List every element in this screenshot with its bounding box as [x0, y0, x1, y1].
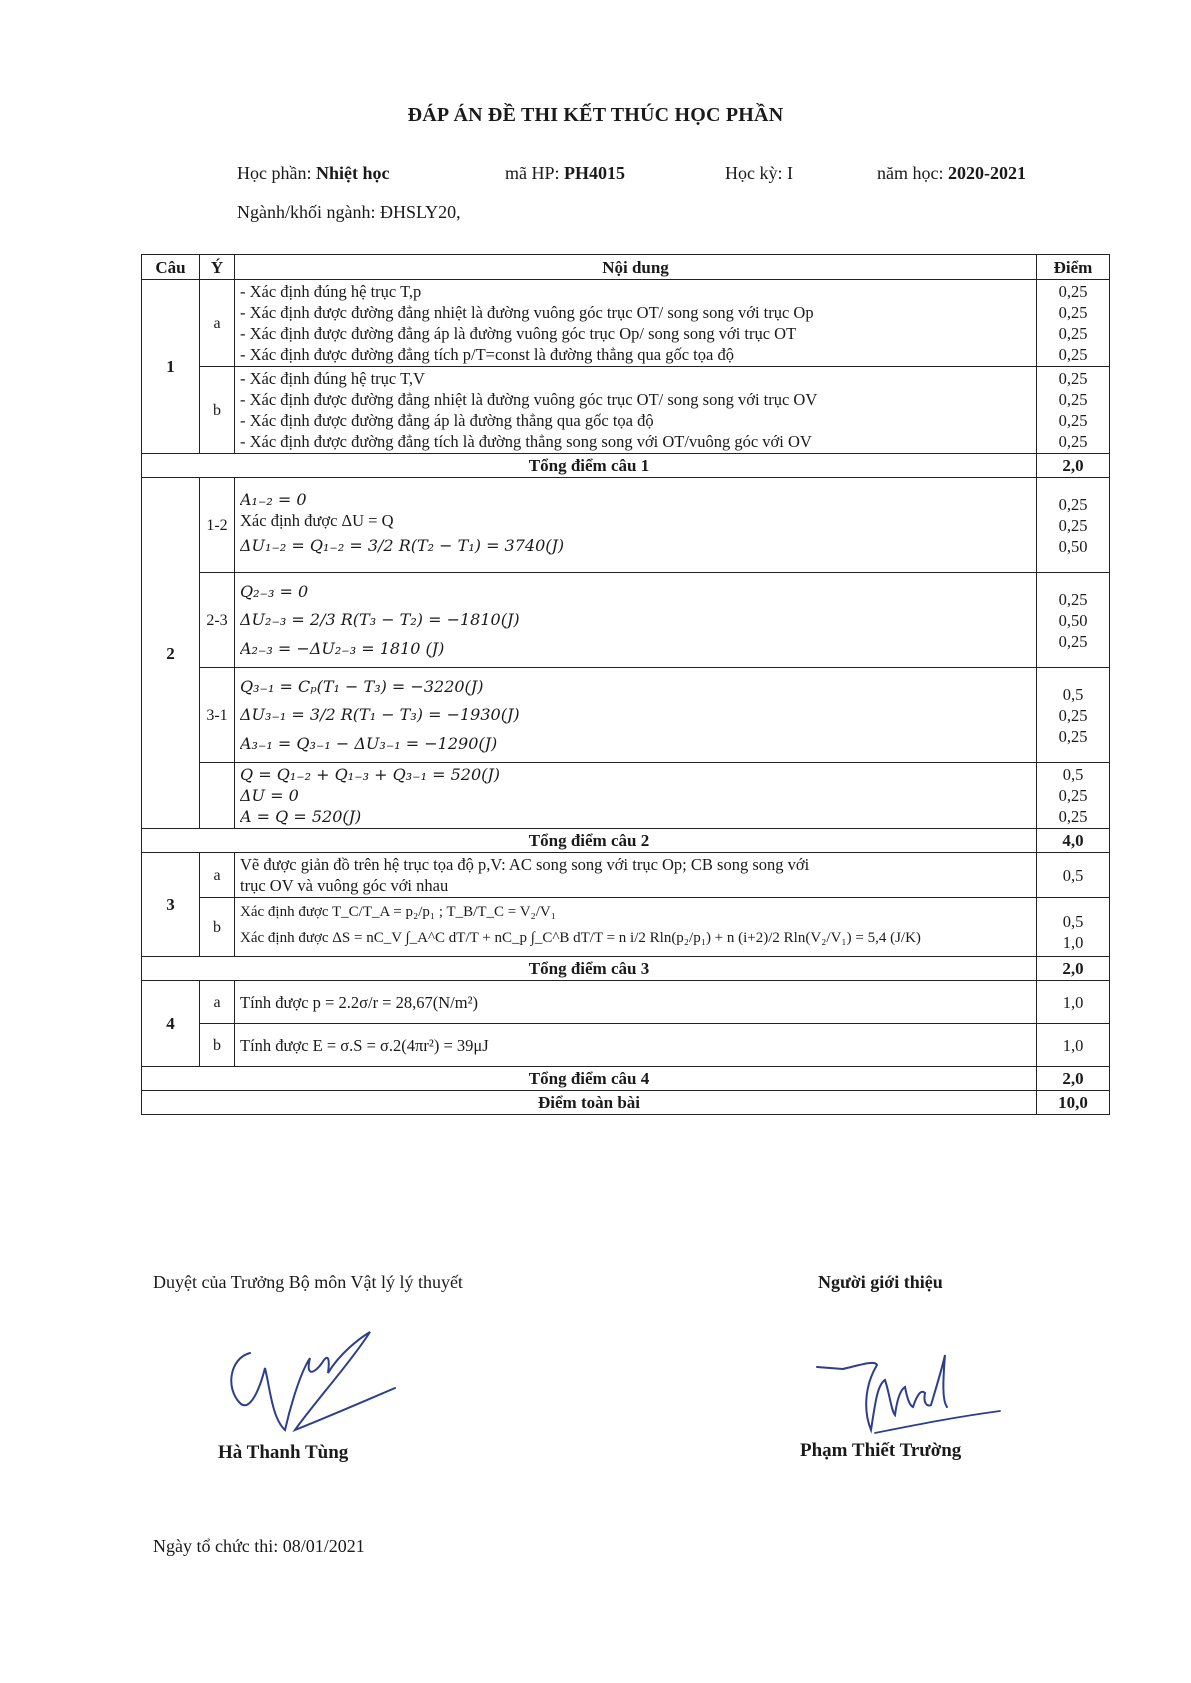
table-header-row — [142, 255, 1110, 280]
q3-total-row — [142, 957, 1110, 981]
q2-12-points: 0,25 0,25 0,50 — [1037, 478, 1110, 573]
q1b-points: 0,25 0,25 0,25 0,25 — [1037, 367, 1110, 454]
table-row — [142, 981, 1110, 1024]
q1-total: 2,0 — [1037, 454, 1110, 478]
right-signer-name: Phạm Thiết Trường — [800, 1440, 962, 1461]
q3b-content: Xác định được T_C/T_A = p₂/p₁ ; T_B/T_C = V₂/V₁ Xác định được ΔS = nC_V ∫_A^C dT/T + nC_p ∫_C^B dT/T = n i/2 Rln(p₂/p₁) + n (i+2)/2 Rln(V₂/V₁) = 5,4 (J/K) — [235, 898, 1037, 957]
left-signer-name: Hà Thanh Tùng — [218, 1442, 349, 1463]
q2-sum-content: Q = Q₁₋₂ + Q₁₋₃ + Q₃₋₁ = 520(J) ΔU = 0 A = Q = 520(J) — [235, 763, 1037, 829]
q4-total-row — [142, 1067, 1110, 1091]
table-row — [142, 1024, 1110, 1067]
table-row — [142, 367, 1110, 454]
q1-total-row — [142, 454, 1110, 478]
q3-total: 2,0 — [1037, 957, 1110, 981]
q3-number: 3 — [142, 853, 200, 957]
q2-31-content: Q₃₋₁ = Cₚ(T₁ − T₃) = −3220(J) ΔU₃₋₁ = 3/2 R(T₁ − T₃) = −1930(J) A₃₋₁ = Q₃₋₁ − ΔU₃₋₁ = −1290(J) — [235, 668, 1037, 763]
header-noidung: Nội dung — [235, 255, 1037, 280]
q2-23-content: Q₂₋₃ = 0 ΔU₂₋₃ = 2/3 R(T₃ − T₂) = −1810(J) A₂₋₃ = −ΔU₂₋₃ = 1810 (J) — [235, 573, 1037, 668]
course-code: mã HP: PH4015 — [505, 163, 626, 183]
q2-23-points: 0,25 0,50 0,25 — [1037, 573, 1110, 668]
q2-sum-label — [200, 763, 235, 829]
document-title: ĐÁP ÁN ĐỀ THI KẾT THÚC HỌC PHẦN — [407, 104, 784, 126]
q2-total-label: Tổng điểm câu 2 — [142, 829, 1037, 853]
table-row — [142, 478, 1110, 573]
q1a-content: - Xác định đúng hệ trục T,p - Xác định được đường đẳng nhiệt là đường vuông góc trục OT/ song song với trục Op - Xác định được đường đẳng áp là đường vuông góc trục Op/ song song với trục OT - Xác định được đường đẳng tích p/T=const là đường thẳng qua gốc tọa độ — [235, 280, 1037, 367]
q2-sum-points: 0,5 0,25 0,25 — [1037, 763, 1110, 829]
q2-23-label: 2-3 — [200, 573, 235, 668]
q1a-label: a — [200, 280, 235, 367]
q4a-label: a — [200, 981, 235, 1024]
q2-total: 4,0 — [1037, 829, 1110, 853]
q4a-points: 1,0 — [1037, 981, 1110, 1024]
q4b-points: 1,0 — [1037, 1024, 1110, 1067]
course-info-line — [237, 163, 389, 184]
q2-31-label: 3-1 — [200, 668, 235, 763]
q4b-content: Tính được E = σ.S = σ.2(4πr²) = 39μJ — [235, 1024, 1037, 1067]
table-row — [142, 280, 1110, 367]
q2-12-label: 1-2 — [200, 478, 235, 573]
left-signer-title: Duyệt của Trưởng Bộ môn Vật lý lý thuyết — [153, 1272, 463, 1292]
q2-number: 2 — [142, 478, 200, 829]
q2-12-content: A₁₋₂ = 0 Xác định được ΔU = Q ΔU₁₋₂ = Q₁₋₂ = 3/2 R(T₂ − T₁) = 3740(J) — [235, 478, 1037, 573]
q4a-content: Tính được p = 2.2σ/r = 28,67(N/m²) — [235, 981, 1037, 1024]
table-row — [142, 898, 1110, 957]
q1-total-label: Tổng điểm câu 1 — [142, 454, 1037, 478]
exam-date: Ngày tổ chức thi: 08/01/2021 — [153, 1536, 365, 1556]
table-row — [142, 573, 1110, 668]
grand-total-label: Điểm toàn bài — [142, 1091, 1037, 1115]
header-diem: Điểm — [1037, 255, 1110, 280]
course-name: Nhiệt học — [315, 163, 390, 183]
q4-number: 4 — [142, 981, 200, 1067]
table-row — [142, 763, 1110, 829]
q3b-points: 0,5 1,0 — [1037, 898, 1110, 957]
left-signature-image — [210, 1318, 410, 1438]
answer-table — [141, 254, 1110, 1115]
grand-total-row — [142, 1091, 1110, 1115]
course-label: Học phần: — [237, 163, 312, 183]
q4-total-label: Tổng điểm câu 4 — [142, 1067, 1037, 1091]
q1a-points: 0,25 0,25 0,25 0,25 — [1037, 280, 1110, 367]
right-signature-image — [805, 1325, 1005, 1440]
semester: Học kỳ: I — [725, 163, 793, 183]
q4b-label: b — [200, 1024, 235, 1067]
q1b-content: - Xác định đúng hệ trục T,V - Xác định được đường đẳng nhiệt là đường vuông góc trục OT/ song song với trục OV - Xác định được đường đẳng áp là đường thẳng qua gốc tọa độ - Xác định được đường đẳng tích là đường thẳng song song với OT/vuông góc với OV — [235, 367, 1037, 454]
q2-31-points: 0,5 0,25 0,25 — [1037, 668, 1110, 763]
q1-number: 1 — [142, 280, 200, 454]
major-line: Ngành/khối ngành: ĐHSLY20, — [237, 202, 461, 222]
q3a-label: a — [200, 853, 235, 898]
header-y: Ý — [200, 255, 235, 280]
header-cau: Câu — [142, 255, 200, 280]
q1b-label: b — [200, 367, 235, 454]
school-year: năm học: 2020-2021 — [877, 163, 1026, 183]
q3a-content: Vẽ được giản đồ trên hệ trục tọa độ p,V: AC song song với trục Op; CB song song với trục OV và vuông góc với nhau — [235, 853, 1037, 898]
right-signer-title: Người giới thiệu — [818, 1272, 943, 1292]
q3a-points: 0,5 — [1037, 853, 1110, 898]
q3b-label: b — [200, 898, 235, 957]
table-row — [142, 668, 1110, 763]
q3-total-label: Tổng điểm câu 3 — [142, 957, 1037, 981]
table-row — [142, 853, 1110, 898]
grand-total: 10,0 — [1037, 1091, 1110, 1115]
q4-total: 2,0 — [1037, 1067, 1110, 1091]
q2-total-row — [142, 829, 1110, 853]
